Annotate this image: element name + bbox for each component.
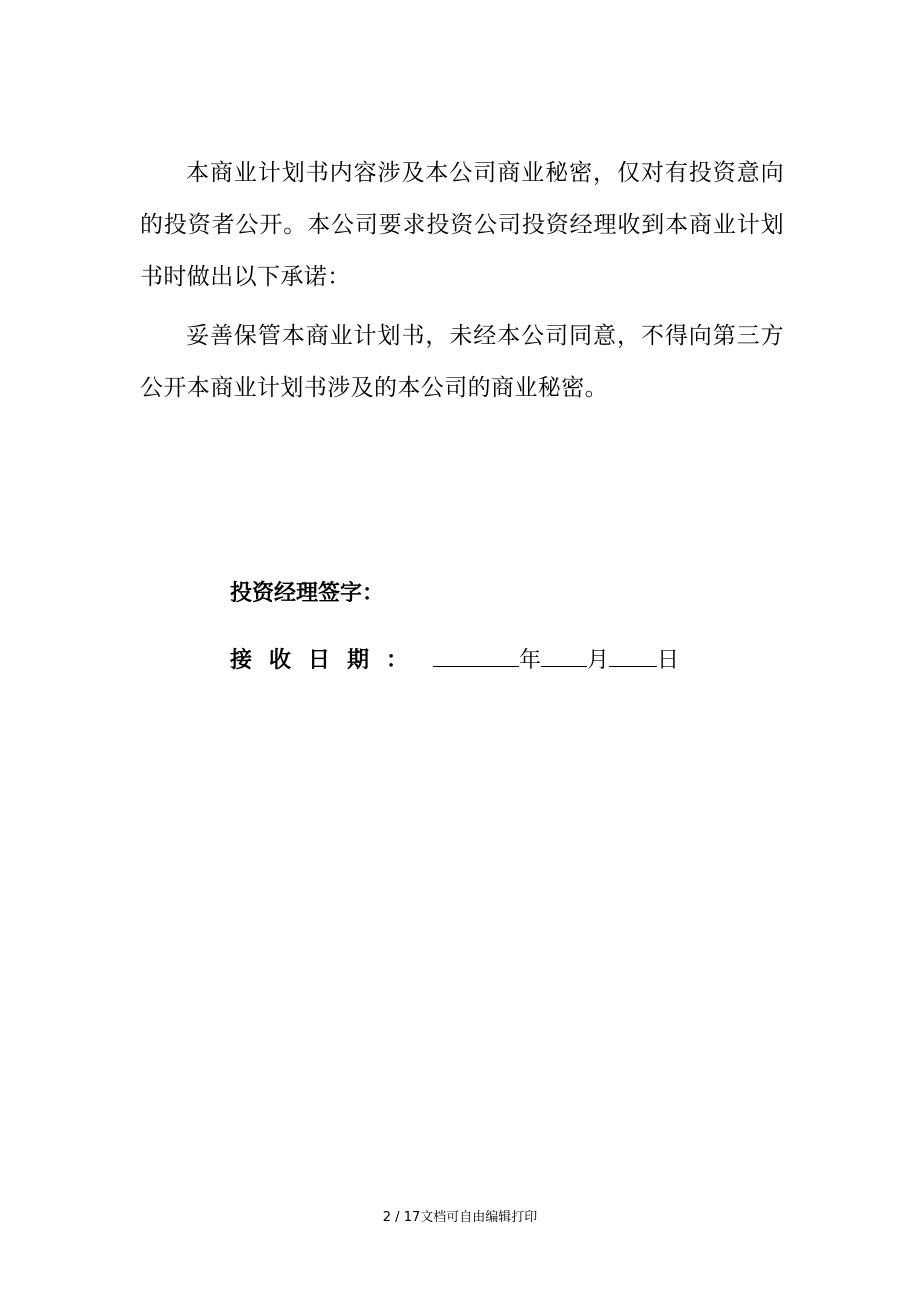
page-separator: /	[391, 1210, 404, 1225]
month-unit: 月	[587, 648, 610, 673]
signature-line	[230, 576, 384, 607]
footer-note: 文档可自由编辑打印	[420, 1210, 538, 1225]
day-unit: 日	[657, 648, 680, 673]
day-blank	[609, 640, 657, 667]
commitment-paragraph: 妥善保管本商业计划书，未经本公司同意，不得向第三方公开本商业计划书涉及的本公司的商业秘密。	[140, 323, 784, 401]
receipt-date-label: 接收日期：	[230, 648, 426, 673]
confidentiality-paragraph: 本商业计划书内容涉及本公司商业秘密，仅对有投资意向的投资者公开。本公司要求投资公司投资经理收到本商业计划书时做出以下承诺：	[140, 160, 784, 290]
year-unit: 年	[519, 648, 542, 673]
month-blank	[541, 640, 587, 667]
page-current: 2	[382, 1210, 392, 1225]
year-blank	[433, 640, 519, 667]
receipt-date-row	[230, 640, 679, 674]
page-footer	[0, 1206, 920, 1225]
signature-label: 投资经理签字：	[230, 581, 385, 606]
page-total: 17	[403, 1210, 421, 1225]
